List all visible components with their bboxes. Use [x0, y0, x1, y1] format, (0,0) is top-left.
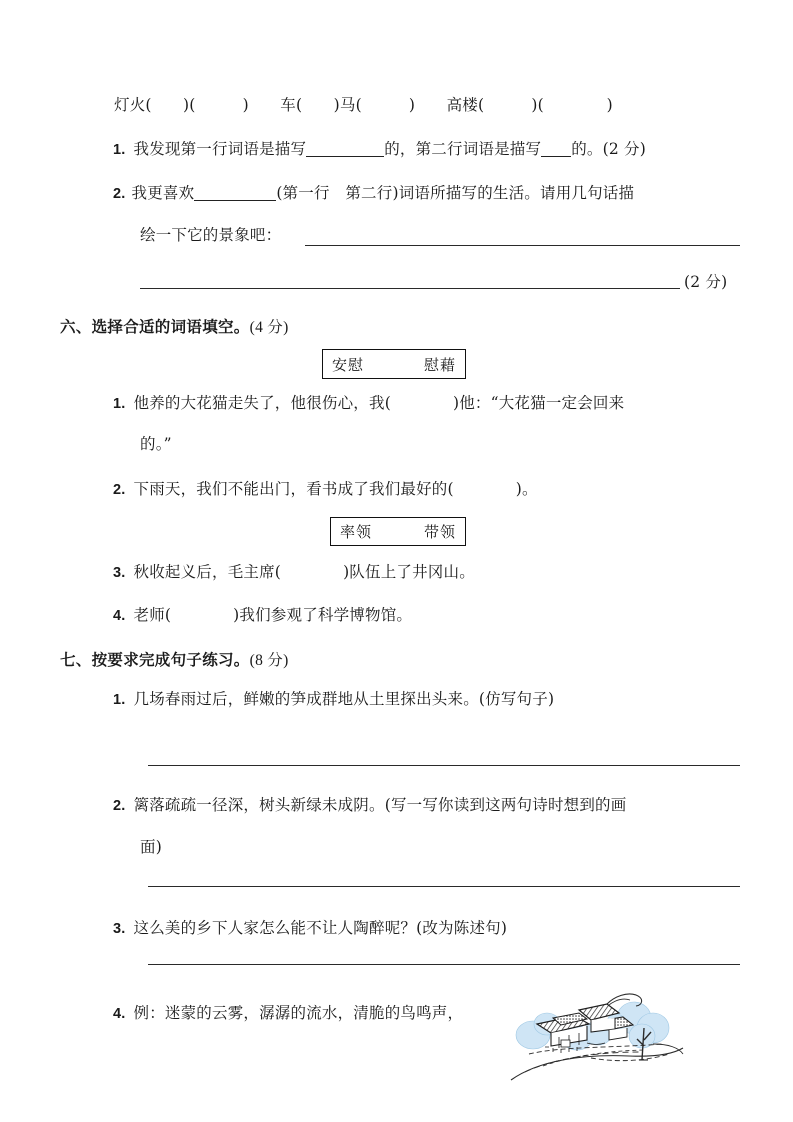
section-six-q3-text-b: )队伍上了井冈山。	[343, 563, 475, 581]
section-six-question-3	[113, 565, 475, 581]
top-question-1	[113, 142, 646, 158]
section-seven-question-4	[113, 1006, 463, 1022]
section-seven-q1-text: 几场春雨过后，鲜嫩的笋成群地从土里探出头来。(仿写句子)	[133, 690, 555, 708]
section-seven-q1-number: 1.	[113, 692, 126, 708]
top-question-2-blank-1[interactable]	[194, 186, 276, 201]
top-question-1-points: (2 分)	[602, 140, 647, 158]
top-question-2-answer-line-2[interactable]	[140, 288, 680, 289]
section-seven-q2-number: 2.	[113, 798, 126, 814]
section-six-points: (4 分)	[249, 319, 289, 336]
section-six-q2-text-a: 下雨天，我们不能出门，看书成了我们最好的(	[133, 480, 454, 498]
section-seven-q2-text-cont: 面)	[140, 838, 162, 856]
top-question-1-text-b: 的，第二行词语是描写	[384, 140, 542, 158]
word-pattern-line: 灯火( )( ) 车( )马( ) 高楼( )( )	[114, 96, 613, 114]
section-seven-points: (8 分)	[249, 652, 289, 669]
top-question-2	[113, 186, 634, 202]
section-seven-q4-number: 4.	[113, 1006, 126, 1022]
section-six-q4-text-a: 老师(	[133, 606, 172, 624]
wordbox-1-option-right[interactable]: 慰藉	[423, 355, 456, 374]
section-seven-q3-text: 这么美的乡下人家怎么能不让人陶醉呢？(改为陈述句)	[133, 919, 508, 937]
top-question-2-points: (2 分)	[684, 273, 728, 291]
top-question-2-text-a: 我更喜欢	[131, 184, 195, 202]
section-seven-q3-number: 3.	[113, 921, 126, 937]
rural-village-illustration	[503, 988, 688, 1093]
section-seven-q2-text: 篱落疏疏一径深，树头新绿未成阴。(写一写你读到这两句诗时想到的画	[133, 796, 627, 814]
section-seven-question-3	[113, 921, 507, 937]
section-six-q2-number: 2.	[113, 482, 126, 498]
section-six-question-2	[113, 482, 538, 498]
wordbox-2-option-left[interactable]: 率领	[340, 523, 373, 541]
section-seven-q4-text: 例：迷蒙的云雾，潺潺的流水，清脆的鸟鸣声，	[133, 1004, 464, 1022]
section-six-q1-line2: 的。”	[140, 435, 172, 453]
section-seven-heading	[60, 648, 289, 670]
section-six-q1-number: 1.	[113, 396, 126, 412]
section-six-question-1	[113, 396, 624, 412]
section-six-q4-number: 4.	[113, 608, 126, 624]
wordbox-2-option-right[interactable]: 带领	[423, 523, 456, 541]
section-seven-title: 按要求完成句子练习。	[91, 651, 250, 669]
section-six-heading	[60, 315, 289, 337]
top-question-1-number: 1.	[113, 142, 126, 158]
section-six-q4-text-b: )我们参观了科学博物馆。	[233, 606, 413, 624]
top-question-1-text-a: 我发现第一行词语是描写	[133, 140, 307, 158]
top-question-2-line2	[140, 228, 281, 244]
top-question-2-number: 2.	[113, 186, 126, 202]
section-six-number: 六、	[60, 318, 92, 336]
top-question-2-answer-line-1[interactable]	[305, 245, 740, 246]
section-six-q2-text-b: )。	[515, 480, 538, 498]
section-six-title: 选择合适的词语填空。	[91, 318, 250, 336]
wordbox-1-option-left[interactable]: 安慰	[332, 355, 365, 374]
section-seven-q2-answer-line[interactable]	[148, 886, 740, 887]
wordbox-shuailing-dailing	[330, 517, 466, 546]
section-six-q1-text-a: 他养的大花猫走失了，他很伤心，我(	[133, 394, 391, 412]
section-seven-q1-answer-line[interactable]	[148, 765, 740, 766]
top-question-2-text-b: (第一行 第二行)词语所描写的生活。请用几句话描	[276, 184, 635, 202]
section-six-q1-text-b: )他：“大花猫一定会回来	[452, 394, 625, 412]
section-seven-question-1	[113, 692, 554, 708]
top-question-2-text-c: 绘一下它的景象吧：	[140, 226, 282, 244]
section-seven-question-2	[113, 798, 626, 814]
section-six-question-4	[113, 608, 412, 624]
top-question-1-blank-2[interactable]	[541, 142, 571, 157]
section-seven-q3-answer-line[interactable]	[148, 964, 740, 965]
wordbox-anwei-weijie	[322, 349, 466, 379]
section-seven-number: 七、	[60, 651, 92, 669]
section-six-q3-number: 3.	[113, 565, 126, 581]
top-question-1-blank-1[interactable]	[306, 142, 384, 157]
section-six-q3-text-a: 秋收起义后，毛主席(	[133, 563, 282, 581]
top-question-1-text-c: 的。	[571, 140, 603, 158]
